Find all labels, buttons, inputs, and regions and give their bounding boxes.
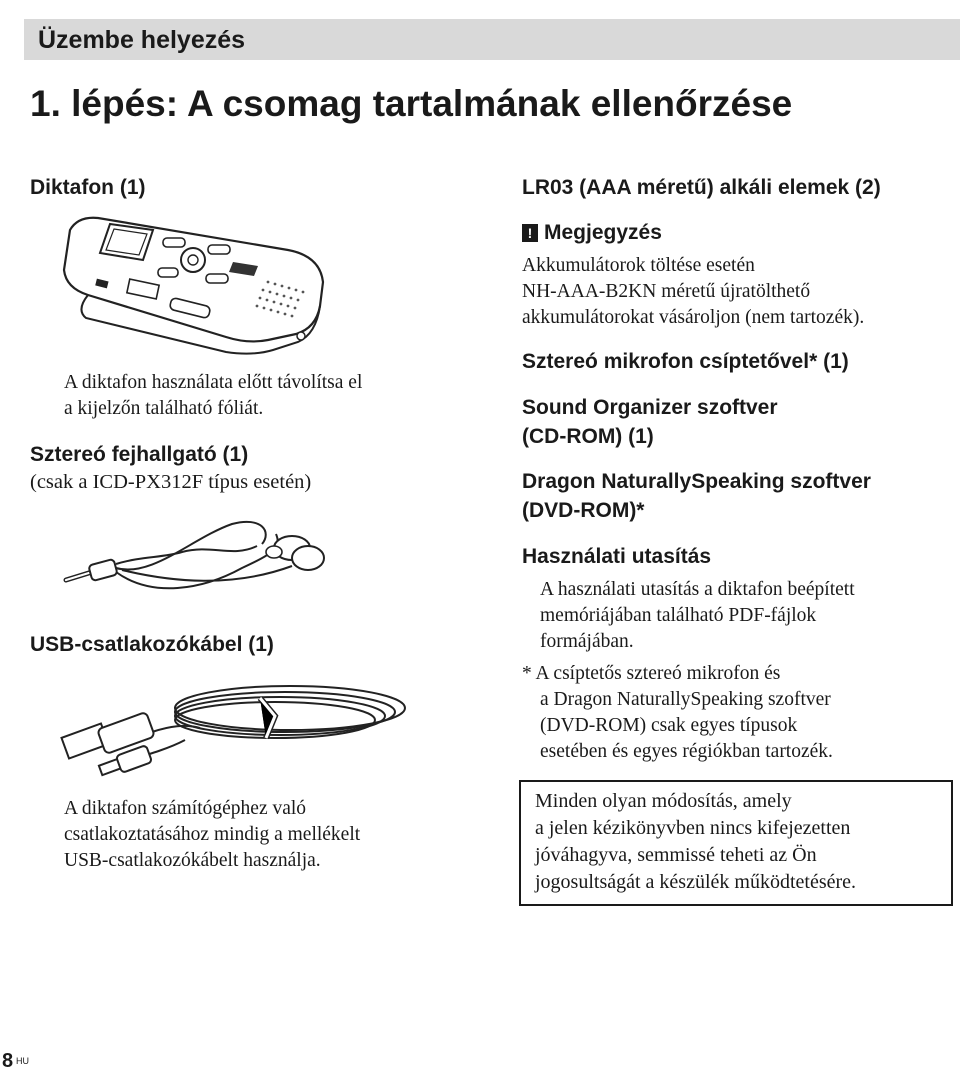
headphones-heading: Sztereó fejhallgató (1) [30, 443, 249, 466]
notice-line: jóváhagyva, semmissé teheti az Ön [535, 844, 817, 866]
dragon-heading: Dragon NaturallySpeaking szoftver [522, 470, 871, 493]
usb-note-line: USB-csatlakozókábelt használja. [64, 850, 321, 871]
sound-organizer-heading: (CD-ROM) (1) [522, 425, 654, 448]
modification-notice-box [519, 780, 953, 906]
usb-cable-illustration [60, 668, 410, 783]
footnote-line: * A csíptetős sztereó mikrofon és [522, 663, 781, 684]
footnote-line: (DVD-ROM) csak egyes típusok [540, 715, 798, 736]
note-heading [522, 219, 662, 246]
manual-heading: Használati utasítás [522, 545, 712, 568]
language-code: HU [16, 1056, 29, 1066]
recorder-note-line: a kijelzőn található fóliát. [64, 398, 264, 419]
footnote-line: a Dragon NaturallySpeaking szoftver [540, 689, 831, 710]
sound-organizer-heading: Sound Organizer szoftver [522, 396, 778, 419]
footnote-line: esetében és egyes régiókban tartozék. [540, 741, 833, 762]
note-line: Akkumulátorok töltése esetén [522, 255, 755, 276]
page-title: 1. lépés: A csomag tartalmának ellenőrzése [30, 83, 793, 124]
voice-recorder-illustration [58, 210, 328, 355]
section-banner-text: Üzembe helyezés [38, 26, 246, 54]
notice-line: Minden olyan módosítás, amely [535, 790, 792, 812]
note-heading-text: Megjegyzés [544, 221, 662, 244]
notice-line: a jelen kézikönyvben nincs kifejezetten [535, 817, 851, 839]
usb-note-line: csatlakoztatásához mindig a mellékelt [64, 824, 361, 845]
section-banner [24, 19, 960, 60]
usb-cable-heading: USB-csatlakozókábel (1) [30, 633, 274, 656]
headphones-subheading: (csak a ICD-PX312F típus esetén) [30, 471, 312, 493]
usb-note-line: A diktafon számítógéphez való [64, 798, 307, 819]
note-line: NH-AAA-B2KN méretű újratölthető [522, 281, 811, 302]
recorder-note-line: A diktafon használata előtt távolítsa el [64, 372, 363, 393]
notice-line: jogosultságát a készülék működtetésére. [535, 871, 857, 893]
dragon-heading: (DVD-ROM)* [522, 499, 645, 522]
mic-heading: Sztereó mikrofon csíptetővel* (1) [522, 350, 849, 373]
manual-line: A használati utasítás a diktafon beépített [540, 579, 855, 600]
batteries-heading: LR03 (AAA méretű) alkáli elemek (2) [522, 176, 881, 199]
note-icon: ! [522, 224, 538, 242]
recorder-heading: Diktafon (1) [30, 176, 146, 199]
note-line: akkumulátorokat vásároljon (nem tartozék). [522, 307, 865, 328]
manual-line: formájában. [540, 631, 634, 652]
manual-line: memóriájában található PDF-fájlok [540, 605, 817, 626]
headphones-illustration [62, 518, 332, 618]
page-number: 8 [2, 1050, 14, 1072]
